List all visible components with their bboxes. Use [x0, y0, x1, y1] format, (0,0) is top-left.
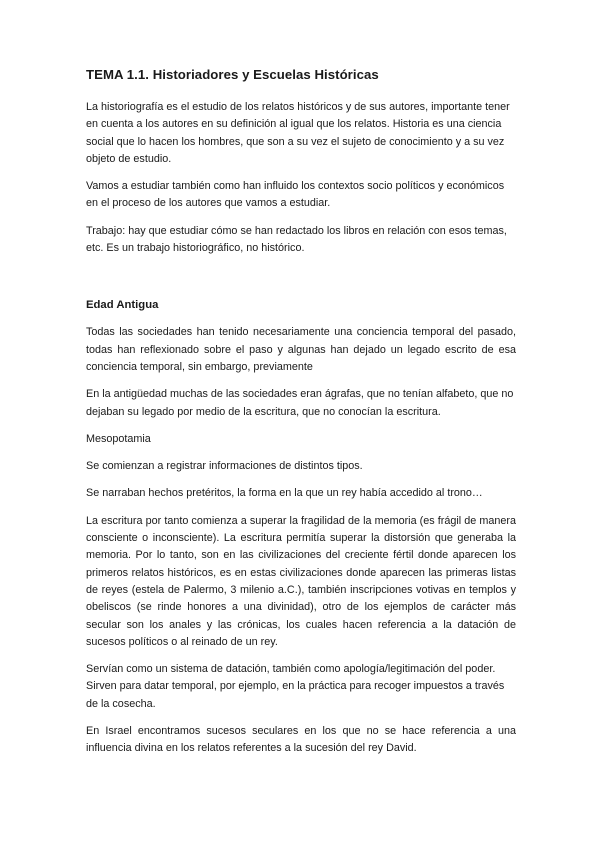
document-title: TEMA 1.1. Historiadores y Escuelas Históricas — [86, 67, 379, 82]
section-heading: Edad Antigua — [86, 299, 159, 312]
section-paragraph-3: Se comienzan a registrar informaciones de distintos tipos. — [86, 460, 363, 473]
section-paragraph-4: Se narraban hechos pretéritos, la forma en la que un rey había accedido al trono… — [86, 487, 483, 500]
section-paragraph-6: Servían como un sistema de datación, también como apología/legitimación del poder. Sirven para datar temporal, por ejemplo, en la práctica para recoger impuestos a través de la cosecha. — [86, 663, 505, 710]
subheading-mesopotamia: Mesopotamia — [86, 432, 151, 445]
section-paragraph-7: En Israel encontramos sucesos seculares en los que no se hace referencia a una influencia divina en los relatos referentes a la sucesión del rey David. — [86, 725, 516, 755]
section-paragraph-1: Todas las sociedades han tenido necesariamente una conciencia temporal del pasado, todas han reflexionado sobre el paso y algunas han dejado un legado escrito de esa conciencia temporal, sin embargo, previamente — [86, 326, 516, 373]
intro-paragraph-1: La historiografía es el estudio de los relatos históricos y de sus autores, importante tener en cuenta a los autores en su definición al igual que los relatos. Historia es una ciencia social que lo hacen los hombres, que son a su vez el sujeto de conocimiento y a su vez objeto de estudio. — [86, 101, 510, 165]
section-paragraph-2: En la antigüedad muchas de las sociedades eran ágrafas, que no tenían alfabeto, que no dejaban su legado por medio de la escritura, que no conocían la escritura. — [86, 388, 514, 418]
section-spacer — [86, 267, 516, 297]
section-paragraph-5: La escritura por tanto comienza a superar la fragilidad de la memoria (es frágil de manera consciente o inconsciente). La escritura permitía superar la distorsión que generaba la memoria. Por lo tanto, son en las civilizaciones del creciente fértil donde aparecen los primeros relatos históricos, es en estas civilizaciones donde aparecen las primeras listas de reyes (estela de Palermo, 3 milenio a.C.), también inscripciones votivas en templos y obeliscos (se rinde honores a una divinidad), otro de los ejemplos de carácter más secular son los anales y las crónicas, los cuales hacen referencia a la datación de sucesos políticos o al reinado de un rey. — [86, 514, 516, 648]
intro-paragraph-2: Vamos a estudiar también como han influido los contextos socio políticos y económicos en el proceso de los autores que vamos a estudiar. — [86, 180, 505, 210]
document-page — [86, 66, 516, 768]
intro-paragraph-3: Trabajo: hay que estudiar cómo se han redactado los libros en relación con esos temas, etc. Es un trabajo historiográfico, no histórico. — [86, 224, 507, 255]
